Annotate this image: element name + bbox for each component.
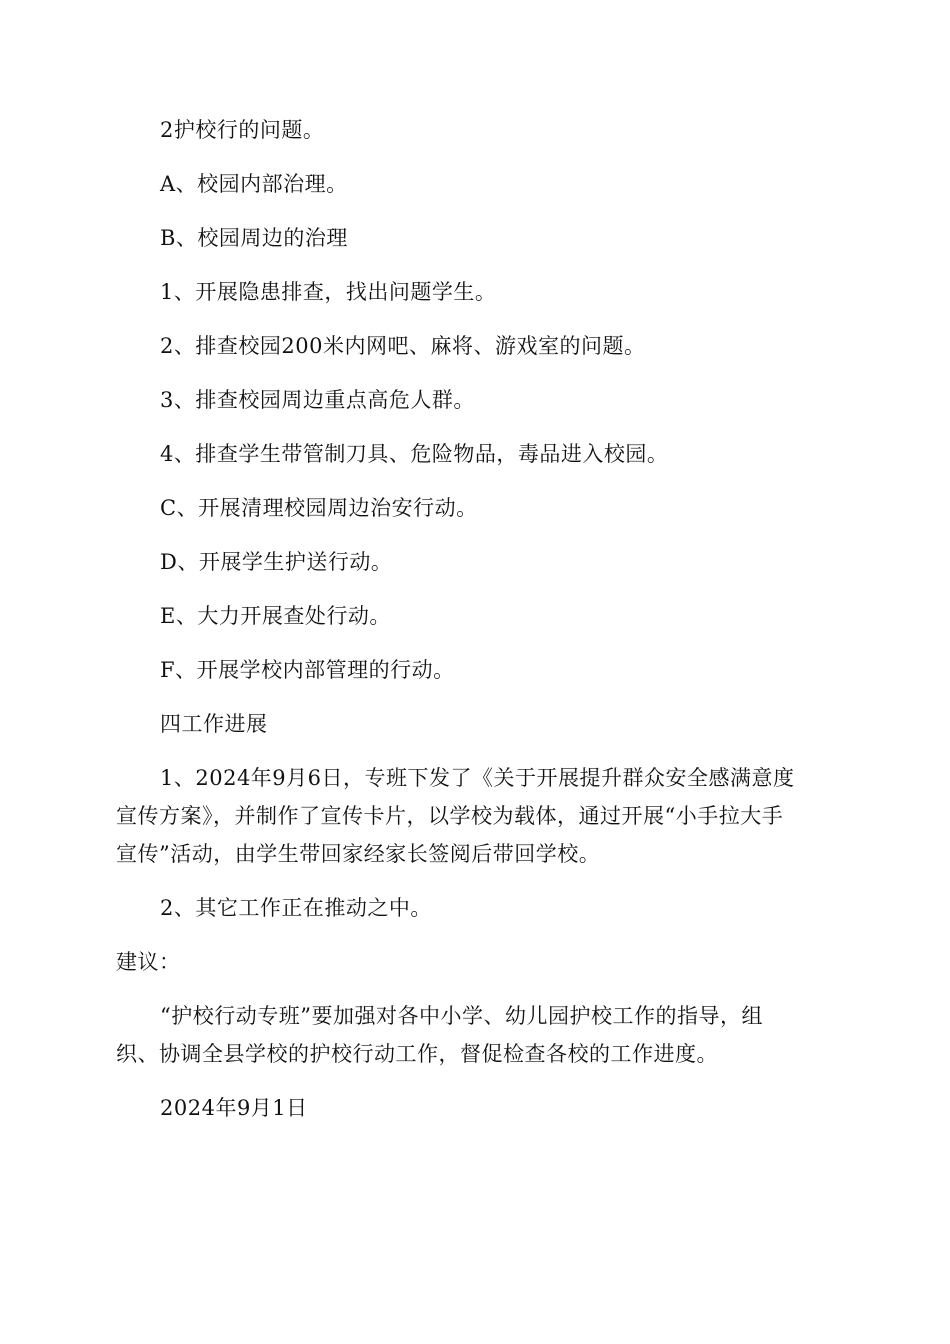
paragraph-line: 织、协调全县学校的护校行动工作，督促检查各校的工作进度。 xyxy=(116,1042,718,1066)
suggestion-heading: 建议： xyxy=(116,950,181,974)
document-date: 2024年9月1日 xyxy=(160,1096,308,1120)
paragraph-line: 宣传”活动，由学生带回家经家长签阅后带回学校。 xyxy=(116,842,601,866)
paragraph-line: F、开展学校内部管理的行动。 xyxy=(160,658,455,682)
paragraph-line: D、开展学生护送行动。 xyxy=(160,550,393,574)
paragraph-line: 3、排查校园周边重点高危人群。 xyxy=(160,388,475,412)
paragraph-line: C、开展清理校园周边治安行动。 xyxy=(160,496,478,520)
paragraph-line: B、校园周边的治理 xyxy=(160,226,348,250)
paragraph-line: 1、开展隐患排查，找出问题学生。 xyxy=(160,280,497,304)
paragraph-line: 1、2024年9月6日，专班下发了《关于开展提升群众安全感满意度 xyxy=(160,766,795,790)
paragraph-line: 宣传方案》，并制作了宣传卡片，以学校为载体，通过开展“小手拉大手 xyxy=(116,804,784,828)
paragraph-line: “护校行动专班”要加强对各中小学、幼儿园护校工作的指导，组 xyxy=(160,1004,763,1028)
paragraph-line: A、校园内部治理。 xyxy=(160,172,348,196)
paragraph-line: 2护校行的问题。 xyxy=(160,118,325,142)
section-heading: 四工作进展 xyxy=(160,712,268,736)
paragraph-line: E、大力开展查处行动。 xyxy=(160,604,391,628)
paragraph-line: 2、其它工作正在推动之中。 xyxy=(160,896,432,920)
paragraph-line: 2、排查校园200米内网吧、麻将、游戏室的问题。 xyxy=(160,334,646,358)
paragraph-line: 4、排查学生带管制刀具、危险物品，毒品进入校园。 xyxy=(160,442,669,466)
